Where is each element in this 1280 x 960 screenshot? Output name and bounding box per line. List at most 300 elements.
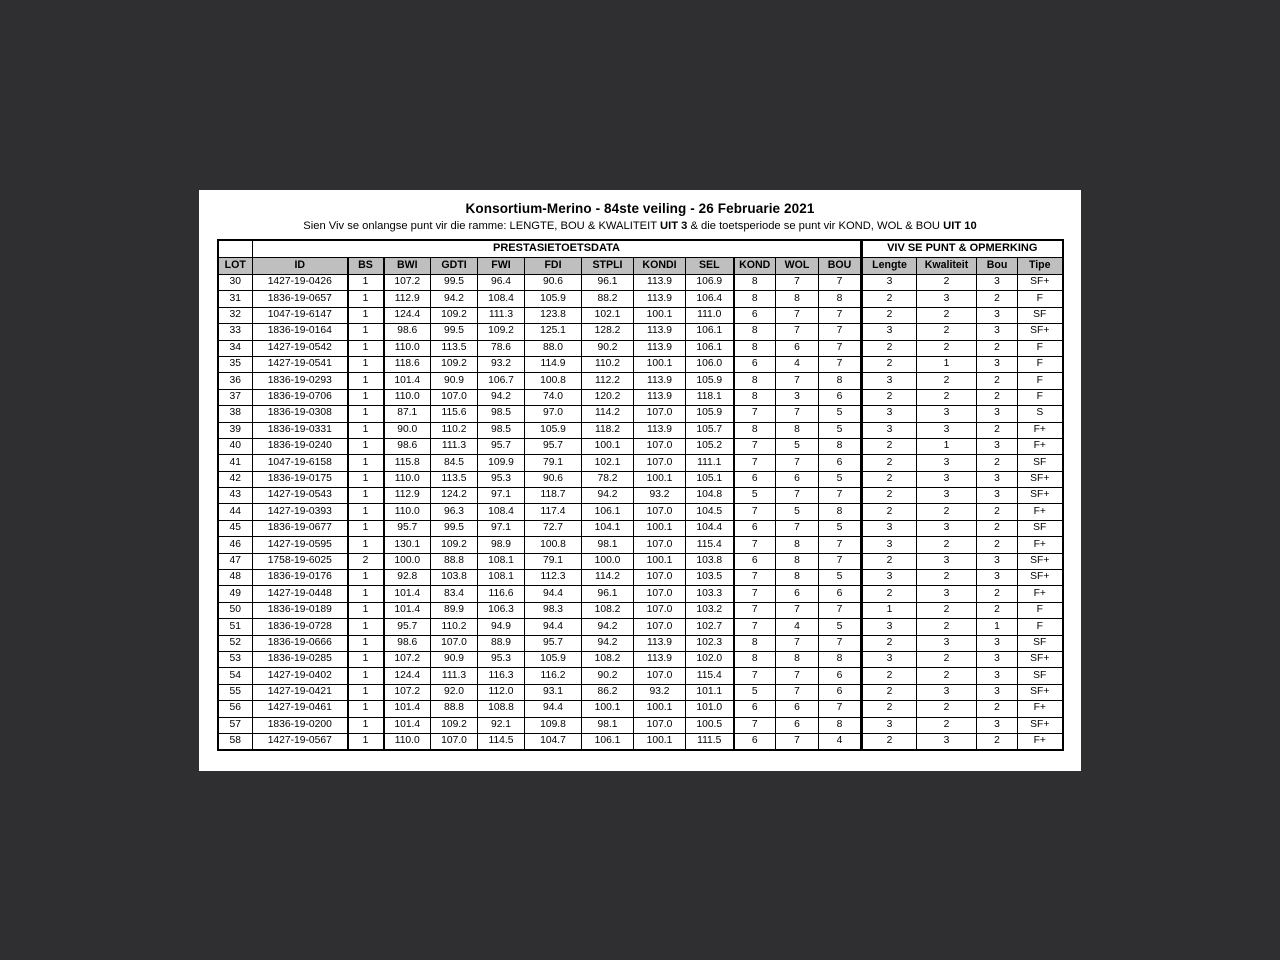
cell-kwaliteit: 2 [917, 324, 977, 340]
cell-wol: 6 [776, 471, 819, 487]
group-header-cell: PRESTASIETOETSDATA [253, 240, 862, 258]
cell-fdi: 125.1 [525, 324, 582, 340]
cell-bou: 5 [819, 422, 862, 438]
cell-bwi: 101.4 [384, 586, 431, 602]
table-row [218, 537, 1063, 553]
cell-sel: 105.2 [686, 438, 734, 454]
cell-fdi: 116.2 [525, 668, 582, 684]
cell-kwaliteit: 3 [917, 553, 977, 569]
cell-bou: 3 [977, 438, 1018, 454]
cell-lengte: 3 [862, 520, 917, 536]
column-header-row [218, 258, 1063, 275]
cell-kondi: 107.0 [634, 504, 686, 520]
cell-fdi: 118.7 [525, 488, 582, 504]
cell-bwi: 100.0 [384, 553, 431, 569]
cell-bwi: 124.4 [384, 307, 431, 323]
cell-bou: 8 [819, 291, 862, 307]
cell-bwi: 110.0 [384, 340, 431, 356]
cell-bou: 1 [977, 619, 1018, 635]
cell-kond: 6 [734, 553, 776, 569]
cell-fwi: 93.2 [478, 356, 525, 372]
cell-wol: 4 [776, 619, 819, 635]
cell-bwi: 98.6 [384, 324, 431, 340]
cell-fwi: 98.9 [478, 537, 525, 553]
cell-bwi: 110.0 [384, 733, 431, 750]
cell-tipe: F [1018, 340, 1063, 356]
cell-fwi: 112.0 [478, 684, 525, 700]
cell-bs: 1 [348, 438, 384, 454]
cell-tipe: F+ [1018, 701, 1063, 717]
cell-tipe: SF+ [1018, 324, 1063, 340]
cell-bwi: 130.1 [384, 537, 431, 553]
cell-gdti: 90.9 [431, 651, 478, 667]
cell-tipe: SF+ [1018, 488, 1063, 504]
cell-kwaliteit: 1 [917, 356, 977, 372]
table-row [218, 438, 1063, 454]
cell-lengte: 3 [862, 422, 917, 438]
cell-wol: 6 [776, 701, 819, 717]
cell-fdi: 74.0 [525, 389, 582, 405]
cell-lengte: 2 [862, 684, 917, 700]
cell-id: 1047-19-6147 [253, 307, 348, 323]
cell-bs: 1 [348, 602, 384, 618]
cell-fwi: 114.5 [478, 733, 525, 750]
table-row [218, 602, 1063, 618]
cell-bou: 2 [977, 520, 1018, 536]
cell-gdti: 96.3 [431, 504, 478, 520]
cell-gdti: 83.4 [431, 586, 478, 602]
column-header-fdi: FDI [525, 258, 582, 275]
cell-fwi: 108.4 [478, 291, 525, 307]
table-row [218, 455, 1063, 471]
cell-lengte: 2 [862, 307, 917, 323]
cell-bwi: 101.4 [384, 701, 431, 717]
cell-kond: 7 [734, 537, 776, 553]
cell-stpli: 104.1 [582, 520, 634, 536]
cell-kwaliteit: 2 [917, 373, 977, 389]
cell-fwi: 94.2 [478, 389, 525, 405]
cell-lengte: 2 [862, 340, 917, 356]
table-row [218, 324, 1063, 340]
cell-fwi: 106.7 [478, 373, 525, 389]
cell-bs: 1 [348, 406, 384, 422]
cell-kwaliteit: 2 [917, 668, 977, 684]
cell-stpli: 114.2 [582, 570, 634, 586]
cell-id: 1836-19-0285 [253, 651, 348, 667]
cell-tipe: F+ [1018, 586, 1063, 602]
cell-sel: 104.8 [686, 488, 734, 504]
cell-gdti: 99.5 [431, 324, 478, 340]
cell-stpli: 96.1 [582, 275, 634, 291]
cell-sel: 115.4 [686, 668, 734, 684]
cell-lot: 38 [218, 406, 253, 422]
cell-bwi: 110.0 [384, 389, 431, 405]
cell-stpli: 98.1 [582, 537, 634, 553]
cell-kond: 8 [734, 635, 776, 651]
cell-lot: 46 [218, 537, 253, 553]
cell-bou: 3 [977, 635, 1018, 651]
cell-bou: 5 [819, 570, 862, 586]
cell-stpli: 86.2 [582, 684, 634, 700]
cell-bs: 1 [348, 651, 384, 667]
cell-fwi: 96.4 [478, 275, 525, 291]
cell-id: 1836-19-0331 [253, 422, 348, 438]
cell-stpli: 112.2 [582, 373, 634, 389]
cell-kondi: 113.9 [634, 373, 686, 389]
cell-bwi: 115.8 [384, 455, 431, 471]
cell-bs: 1 [348, 340, 384, 356]
cell-bou: 2 [977, 291, 1018, 307]
cell-bou: 7 [819, 275, 862, 291]
cell-kond: 8 [734, 389, 776, 405]
cell-gdti: 124.2 [431, 488, 478, 504]
cell-kwaliteit: 2 [917, 602, 977, 618]
cell-bou: 8 [819, 717, 862, 733]
cell-tipe: SF+ [1018, 570, 1063, 586]
cell-tipe: SF+ [1018, 275, 1063, 291]
cell-sel: 105.7 [686, 422, 734, 438]
cell-fdi: 94.4 [525, 701, 582, 717]
cell-kwaliteit: 2 [917, 717, 977, 733]
cell-fwi: 78.6 [478, 340, 525, 356]
column-header-lengte: Lengte [862, 258, 917, 275]
column-header-fwi: FWI [478, 258, 525, 275]
cell-fwi: 108.4 [478, 504, 525, 520]
cell-stpli: 108.2 [582, 602, 634, 618]
cell-gdti: 99.5 [431, 520, 478, 536]
cell-wol: 7 [776, 275, 819, 291]
cell-lot: 54 [218, 668, 253, 684]
table-row [218, 389, 1063, 405]
cell-fdi: 100.8 [525, 373, 582, 389]
cell-lengte: 2 [862, 438, 917, 454]
cell-lengte: 2 [862, 356, 917, 372]
cell-tipe: F [1018, 373, 1063, 389]
cell-gdti: 90.9 [431, 373, 478, 389]
cell-lot: 45 [218, 520, 253, 536]
cell-bou: 6 [819, 455, 862, 471]
cell-bou: 8 [819, 438, 862, 454]
cell-kond: 8 [734, 651, 776, 667]
table-row [218, 701, 1063, 717]
cell-stpli: 128.2 [582, 324, 634, 340]
cell-bou: 7 [819, 553, 862, 569]
cell-wol: 4 [776, 356, 819, 372]
cell-fwi: 109.9 [478, 455, 525, 471]
cell-id: 1758-19-6025 [253, 553, 348, 569]
cell-kwaliteit: 3 [917, 471, 977, 487]
cell-stpli: 96.1 [582, 586, 634, 602]
cell-bwi: 112.9 [384, 291, 431, 307]
cell-kond: 8 [734, 324, 776, 340]
cell-kwaliteit: 3 [917, 422, 977, 438]
cell-lot: 52 [218, 635, 253, 651]
cell-id: 1836-19-0706 [253, 389, 348, 405]
cell-gdti: 107.0 [431, 733, 478, 750]
cell-fdi: 95.7 [525, 438, 582, 454]
cell-bs: 1 [348, 373, 384, 389]
cell-bou: 6 [819, 668, 862, 684]
cell-fdi: 117.4 [525, 504, 582, 520]
cell-id: 1836-19-0728 [253, 619, 348, 635]
cell-tipe: SF [1018, 520, 1063, 536]
cell-bs: 1 [348, 275, 384, 291]
cell-gdti: 107.0 [431, 389, 478, 405]
cell-kond: 6 [734, 733, 776, 750]
cell-bou: 2 [977, 340, 1018, 356]
cell-wol: 8 [776, 570, 819, 586]
cell-kondi: 107.0 [634, 619, 686, 635]
cell-lot: 39 [218, 422, 253, 438]
table-row [218, 504, 1063, 520]
table-row [218, 422, 1063, 438]
cell-stpli: 94.2 [582, 488, 634, 504]
cell-bou: 3 [977, 307, 1018, 323]
cell-kondi: 113.9 [634, 422, 686, 438]
cell-lengte: 1 [862, 602, 917, 618]
cell-wol: 8 [776, 651, 819, 667]
cell-id: 1836-19-0175 [253, 471, 348, 487]
cell-tipe: F+ [1018, 422, 1063, 438]
cell-fdi: 105.9 [525, 422, 582, 438]
cell-gdti: 109.2 [431, 356, 478, 372]
cell-bou: 2 [977, 733, 1018, 750]
cell-tipe: SF+ [1018, 553, 1063, 569]
table-row [218, 570, 1063, 586]
cell-bs: 1 [348, 717, 384, 733]
cell-kond: 7 [734, 619, 776, 635]
cell-lengte: 3 [862, 275, 917, 291]
cell-bou: 7 [819, 307, 862, 323]
cell-id: 1427-19-0426 [253, 275, 348, 291]
cell-sel: 106.9 [686, 275, 734, 291]
cell-bs: 1 [348, 586, 384, 602]
column-header-bou: Bou [977, 258, 1018, 275]
cell-fdi: 123.8 [525, 307, 582, 323]
cell-sel: 100.5 [686, 717, 734, 733]
table-row [218, 586, 1063, 602]
column-header-bou: BOU [819, 258, 862, 275]
cell-bwi: 87.1 [384, 406, 431, 422]
cell-fwi: 108.1 [478, 553, 525, 569]
cell-kond: 6 [734, 471, 776, 487]
cell-bou: 3 [977, 684, 1018, 700]
cell-fwi: 116.3 [478, 668, 525, 684]
cell-stpli: 110.2 [582, 356, 634, 372]
cell-wol: 7 [776, 488, 819, 504]
cell-lot: 35 [218, 356, 253, 372]
cell-lengte: 2 [862, 471, 917, 487]
table-row [218, 488, 1063, 504]
table-row [218, 668, 1063, 684]
cell-bou: 5 [819, 471, 862, 487]
cell-fdi: 94.4 [525, 586, 582, 602]
cell-lot: 50 [218, 602, 253, 618]
cell-bwi: 101.4 [384, 602, 431, 618]
cell-stpli: 106.1 [582, 504, 634, 520]
cell-stpli: 102.1 [582, 455, 634, 471]
cell-bwi: 112.9 [384, 488, 431, 504]
cell-bs: 1 [348, 504, 384, 520]
cell-lengte: 3 [862, 619, 917, 635]
cell-bs: 1 [348, 422, 384, 438]
cell-id: 1047-19-6158 [253, 455, 348, 471]
cell-lengte: 3 [862, 570, 917, 586]
cell-gdti: 107.0 [431, 635, 478, 651]
cell-sel: 106.1 [686, 324, 734, 340]
cell-tipe: SF [1018, 455, 1063, 471]
cell-bs: 1 [348, 635, 384, 651]
cell-lot: 34 [218, 340, 253, 356]
cell-sel: 118.1 [686, 389, 734, 405]
page-subtitle [199, 220, 1081, 232]
cell-gdti: 110.2 [431, 422, 478, 438]
cell-id: 1427-19-0543 [253, 488, 348, 504]
cell-fwi: 95.7 [478, 438, 525, 454]
table-row [218, 733, 1063, 750]
cell-fdi: 109.8 [525, 717, 582, 733]
cell-bou: 3 [977, 651, 1018, 667]
table-row [218, 717, 1063, 733]
cell-gdti: 92.0 [431, 684, 478, 700]
cell-fwi: 92.1 [478, 717, 525, 733]
cell-fdi: 90.6 [525, 275, 582, 291]
cell-kwaliteit: 2 [917, 275, 977, 291]
cell-lot: 37 [218, 389, 253, 405]
cell-lengte: 3 [862, 717, 917, 733]
cell-tipe: F+ [1018, 733, 1063, 750]
cell-lengte: 2 [862, 553, 917, 569]
cell-bs: 1 [348, 455, 384, 471]
cell-kondi: 100.1 [634, 733, 686, 750]
cell-bou: 2 [977, 422, 1018, 438]
cell-bou: 2 [977, 455, 1018, 471]
cell-gdti: 103.8 [431, 570, 478, 586]
cell-kondi: 113.9 [634, 651, 686, 667]
cell-wol: 7 [776, 684, 819, 700]
cell-id: 1427-19-0595 [253, 537, 348, 553]
cell-sel: 103.5 [686, 570, 734, 586]
column-header-lot: LOT [218, 258, 253, 275]
cell-fdi: 105.9 [525, 291, 582, 307]
cell-id: 1836-19-0189 [253, 602, 348, 618]
cell-bou: 2 [977, 586, 1018, 602]
cell-bwi: 101.4 [384, 717, 431, 733]
table-row [218, 684, 1063, 700]
cell-lengte: 3 [862, 406, 917, 422]
cell-kondi: 100.1 [634, 356, 686, 372]
cell-sel: 106.0 [686, 356, 734, 372]
cell-wol: 7 [776, 324, 819, 340]
cell-bs: 1 [348, 733, 384, 750]
cell-sel: 105.9 [686, 406, 734, 422]
cell-fdi: 95.7 [525, 635, 582, 651]
cell-fdi: 105.9 [525, 651, 582, 667]
column-header-wol: WOL [776, 258, 819, 275]
cell-bou: 7 [819, 701, 862, 717]
cell-gdti: 109.2 [431, 717, 478, 733]
cell-stpli: 98.1 [582, 717, 634, 733]
cell-kondi: 113.9 [634, 389, 686, 405]
cell-kwaliteit: 3 [917, 291, 977, 307]
cell-tipe: SF+ [1018, 717, 1063, 733]
cell-kwaliteit: 2 [917, 537, 977, 553]
cell-lengte: 2 [862, 455, 917, 471]
cell-fdi: 114.9 [525, 356, 582, 372]
cell-kwaliteit: 3 [917, 684, 977, 700]
cell-kwaliteit: 2 [917, 389, 977, 405]
cell-wol: 3 [776, 389, 819, 405]
cell-gdti: 111.3 [431, 668, 478, 684]
cell-fdi: 98.3 [525, 602, 582, 618]
cell-bs: 1 [348, 356, 384, 372]
column-header-gdti: GDTI [431, 258, 478, 275]
cell-bwi: 107.2 [384, 684, 431, 700]
cell-kondi: 113.9 [634, 275, 686, 291]
cell-fwi: 108.8 [478, 701, 525, 717]
cell-kondi: 113.9 [634, 340, 686, 356]
cell-tipe: S [1018, 406, 1063, 422]
table-body [218, 275, 1063, 751]
cell-sel: 102.7 [686, 619, 734, 635]
cell-fwi: 95.3 [478, 471, 525, 487]
cell-gdti: 111.3 [431, 438, 478, 454]
cell-bou: 6 [819, 684, 862, 700]
group-header-empty-cell [218, 240, 253, 258]
cell-gdti: 109.2 [431, 537, 478, 553]
cell-lot: 58 [218, 733, 253, 750]
cell-bwi: 110.0 [384, 471, 431, 487]
cell-bou: 2 [977, 537, 1018, 553]
cell-lot: 42 [218, 471, 253, 487]
cell-kwaliteit: 3 [917, 635, 977, 651]
cell-fdi: 97.0 [525, 406, 582, 422]
cell-bs: 1 [348, 668, 384, 684]
cell-tipe: F [1018, 356, 1063, 372]
cell-kond: 7 [734, 668, 776, 684]
column-header-kond: KOND [734, 258, 776, 275]
cell-bwi: 118.6 [384, 356, 431, 372]
cell-wol: 7 [776, 668, 819, 684]
cell-stpli: 90.2 [582, 340, 634, 356]
table-row [218, 291, 1063, 307]
cell-kond: 8 [734, 340, 776, 356]
cell-gdti: 113.5 [431, 471, 478, 487]
cell-tipe: SF+ [1018, 471, 1063, 487]
cell-bou: 5 [819, 520, 862, 536]
cell-lengte: 2 [862, 668, 917, 684]
cell-id: 1427-19-0541 [253, 356, 348, 372]
cell-id: 1427-19-0402 [253, 668, 348, 684]
cell-bs: 1 [348, 520, 384, 536]
cell-kwaliteit: 2 [917, 651, 977, 667]
subtitle-emphasis: UIT 3 [660, 220, 688, 232]
cell-bou: 2 [977, 373, 1018, 389]
cell-wol: 7 [776, 307, 819, 323]
cell-kwaliteit: 3 [917, 488, 977, 504]
cell-stpli: 90.2 [582, 668, 634, 684]
table-row [218, 471, 1063, 487]
cell-wol: 8 [776, 422, 819, 438]
column-header-bwi: BWI [384, 258, 431, 275]
auction-data-table [217, 239, 1064, 751]
cell-bou: 8 [819, 651, 862, 667]
cell-fwi: 98.5 [478, 406, 525, 422]
cell-kondi: 100.1 [634, 553, 686, 569]
cell-lengte: 3 [862, 324, 917, 340]
cell-kwaliteit: 2 [917, 570, 977, 586]
cell-stpli: 108.2 [582, 651, 634, 667]
